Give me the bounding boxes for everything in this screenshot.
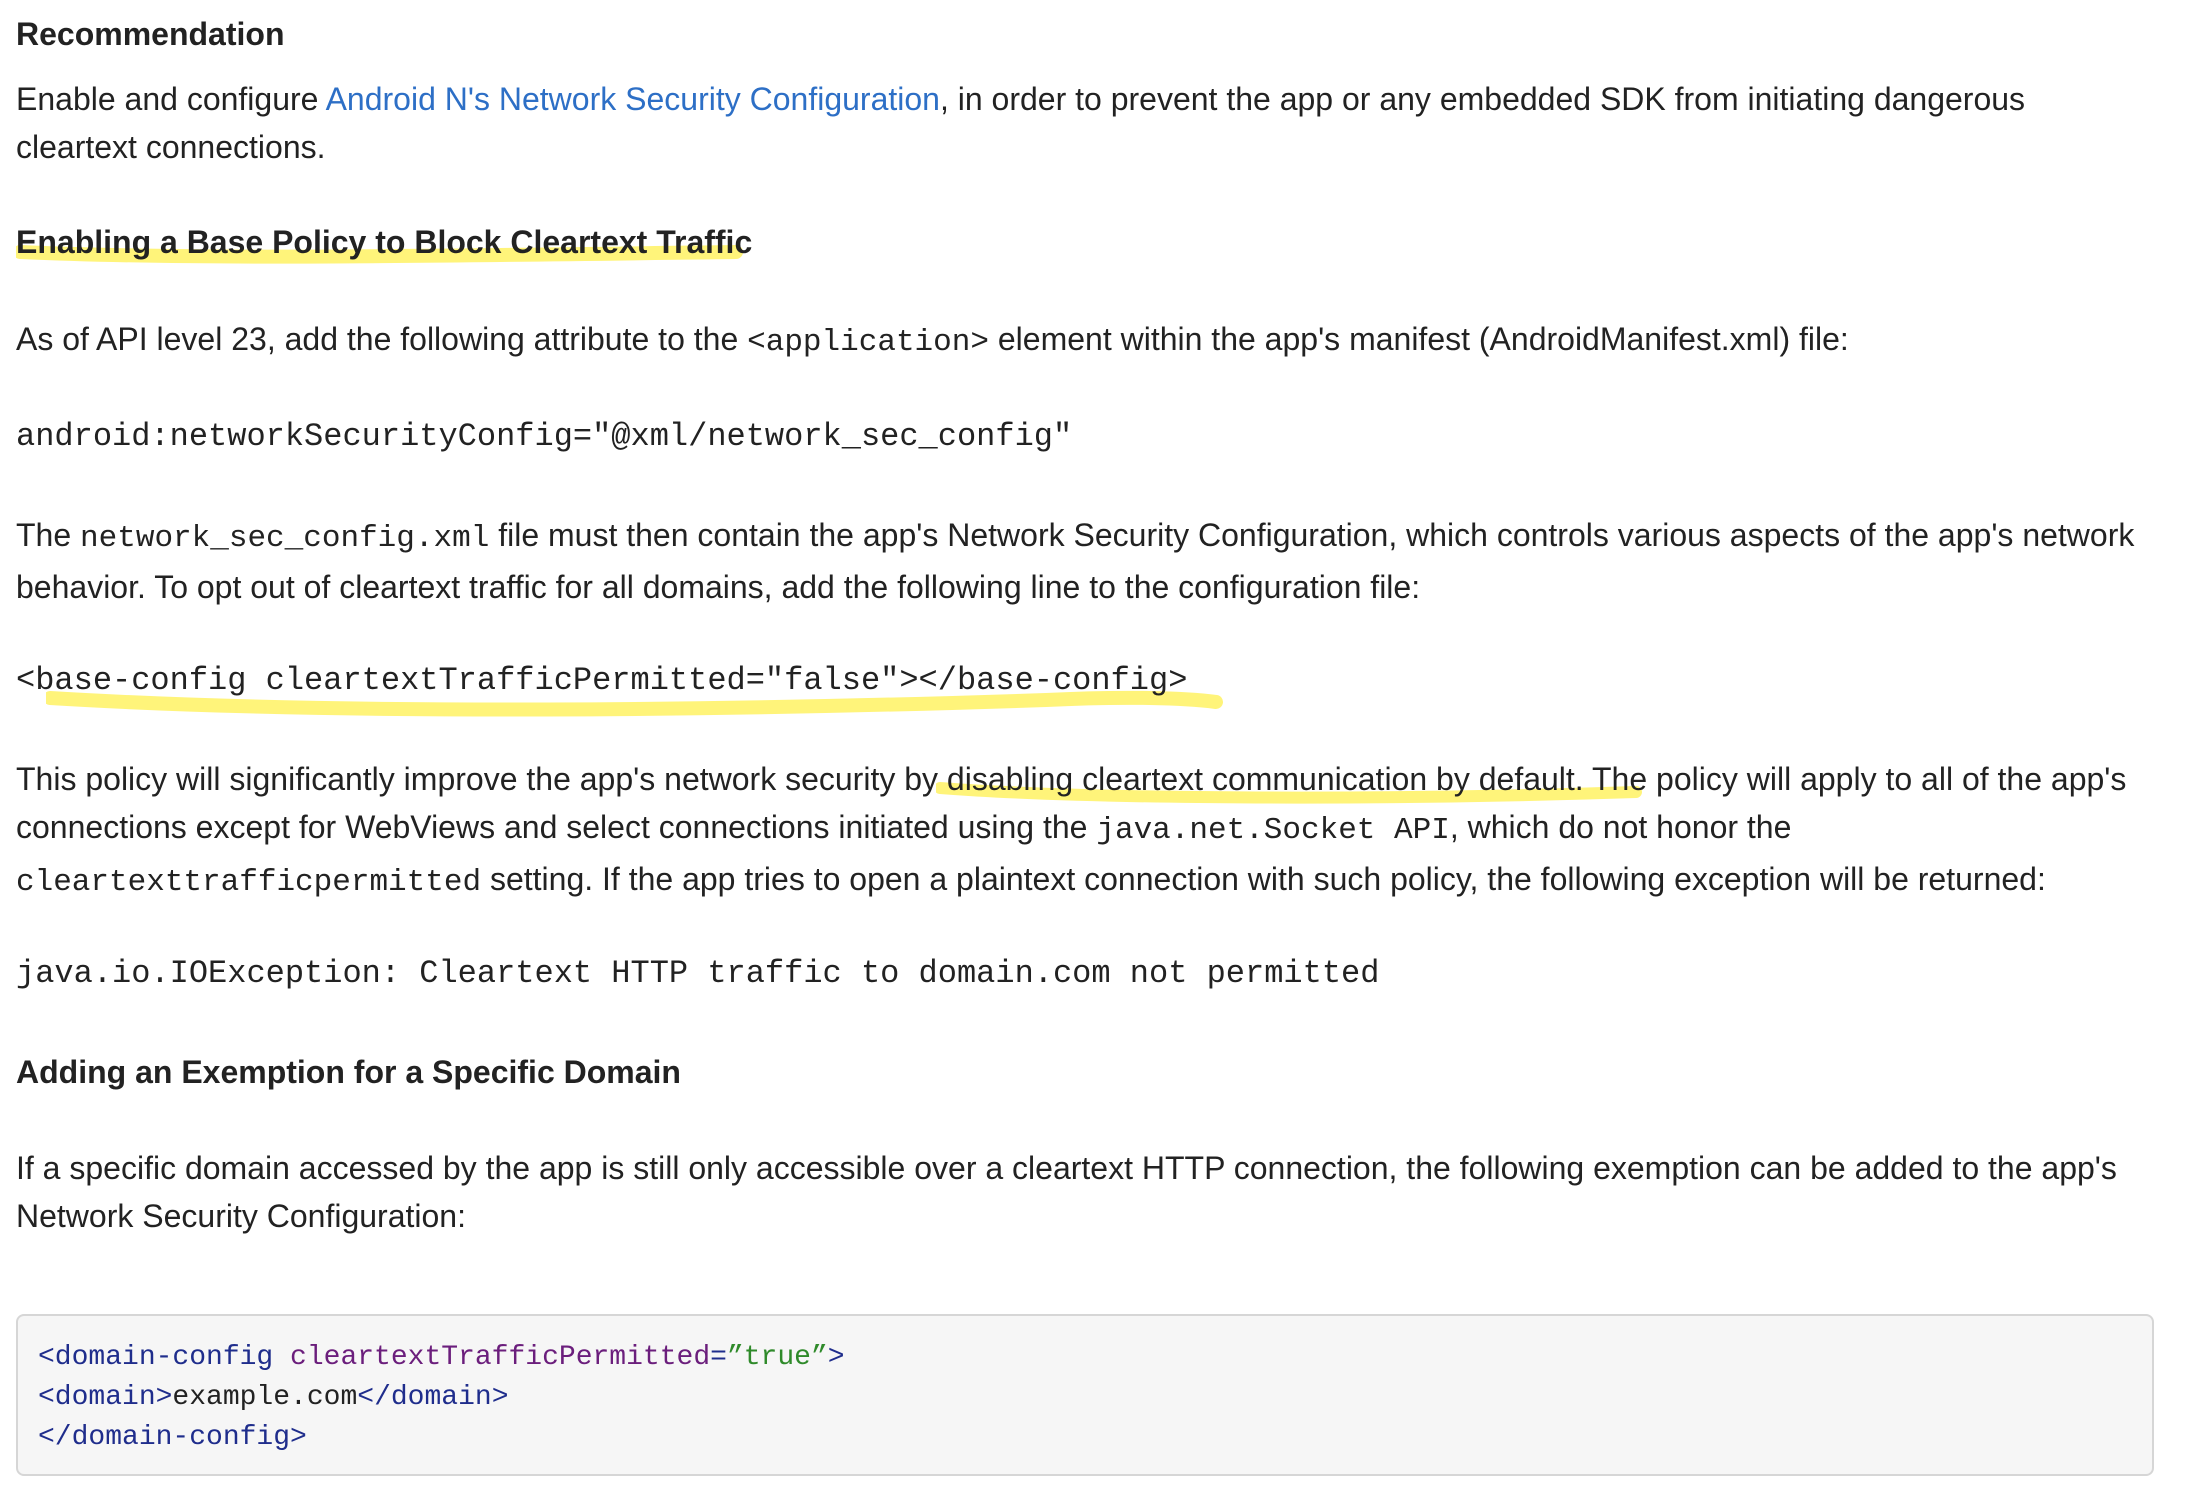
api-level-paragraph [16, 315, 2136, 367]
exception-code: java.io.IOException: Cleartext HTTP traffic to domain.com not permitted [16, 955, 1380, 992]
code-line-3 [38, 1418, 2132, 1458]
code-line-2 [38, 1378, 2132, 1418]
cleartext-attribute: cleartextTrafficPermitted [290, 1342, 711, 1373]
domain-config-close-tag: </domain-config> [38, 1422, 307, 1453]
tag-close-bracket: > [827, 1342, 845, 1373]
config-file-text: The [16, 517, 81, 553]
api-level-text-tail: element within the app's manifest (AndroidManifest.xml) file: [988, 321, 1849, 357]
base-policy-heading: Enabling a Base Policy to Block Cleartext Traffic [16, 224, 753, 260]
exemption-heading: Adding an Exemption for a Specific Domain [16, 1054, 681, 1090]
policy-paragraph [16, 755, 2136, 907]
application-tag-code: <application> [747, 325, 989, 360]
recommendation-intro-text: Enable and configure [16, 81, 326, 117]
equals-sign: = [710, 1342, 727, 1373]
exemption-paragraph: If a specific domain accessed by the app is still only accessible over a cleartext HTTP connection, the following exemption can be added to the app's Network Security Configuration: [16, 1150, 2117, 1234]
domain-value: example.com [172, 1382, 358, 1413]
code-line-1 [38, 1338, 2132, 1378]
attribute-value: ”true” [726, 1342, 828, 1373]
network-security-config-attribute-code: android:networkSecurityConfig="@xml/network_sec_config" [16, 418, 1073, 455]
policy-text: This policy will significantly improve the app's network security by disabling cleartext communication by default. The policy will apply to all of the app's connections except for WebViews and select connections initiated using the [16, 761, 2127, 845]
api-level-text: As of API level 23, add the following attribute to the [16, 321, 748, 357]
base-config-code: <base-config cleartextTrafficPermitted="false"></base-config> [16, 662, 1188, 699]
domain-close-tag: </domain> [357, 1382, 509, 1413]
domain-open-tag: <domain> [38, 1382, 173, 1413]
domain-config-code-block [16, 1314, 2154, 1476]
recommendation-heading: Recommendation [16, 16, 285, 52]
config-file-text-tail: file must then contain the app's Network Security Configuration, which controls various aspects of the app's network behavior. To opt out of cleartext traffic for all domains, add the following line to the configuration file: [16, 517, 2135, 605]
policy-text-tail: setting. If the app tries to open a plaintext connection with such policy, the following exception will be returned: [481, 861, 2046, 897]
config-filename-code: network_sec_config.xml [80, 521, 490, 556]
socket-api-code: java.net.Socket API [1096, 813, 1450, 848]
config-file-paragraph [16, 511, 2136, 611]
recommendation-paragraph [16, 75, 2136, 171]
cleartext-setting-code: cleartexttrafficpermitted [16, 865, 482, 900]
domain-config-open-tag: <domain-config [38, 1342, 291, 1373]
network-security-config-link[interactable]: Android N's Network Security Configuration [325, 81, 940, 117]
recommendation-intro-tail: , in order to prevent the app or any embedded SDK from initiating dangerous cleartext connections. [16, 81, 2026, 165]
policy-text-mid: , which do not honor the [1449, 809, 1792, 845]
